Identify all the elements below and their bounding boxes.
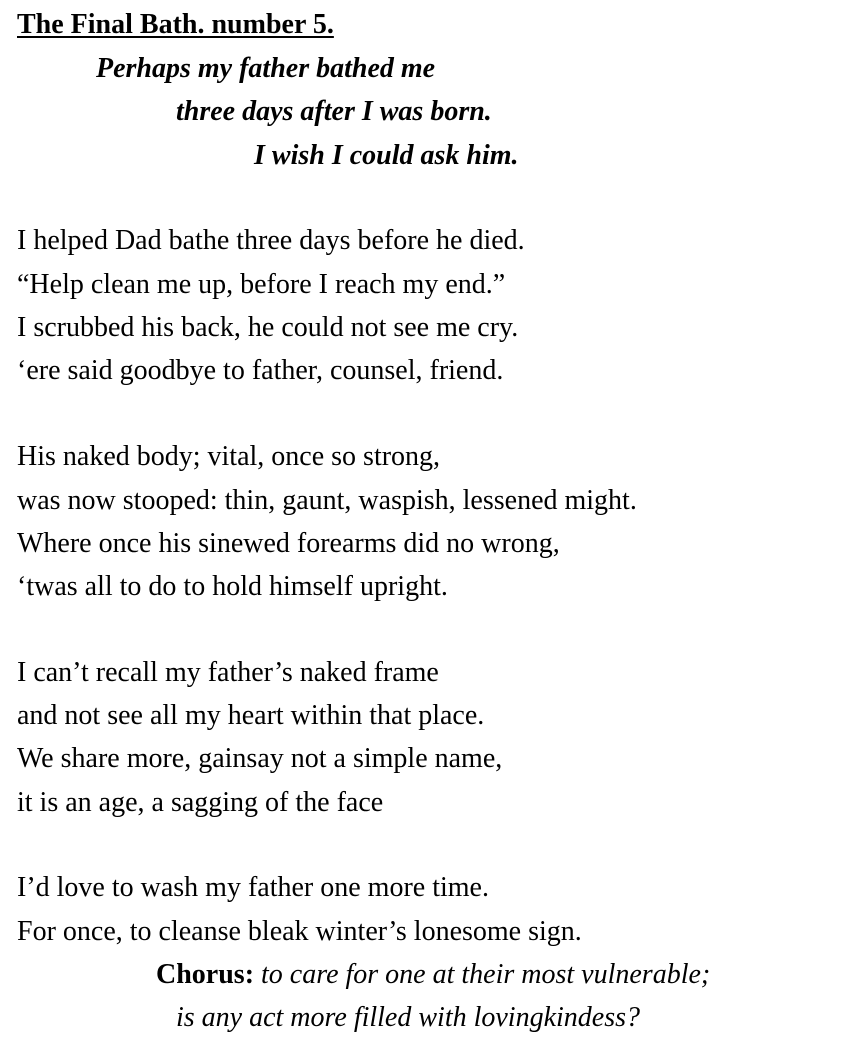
- stanza-3-line-3: We share more, gainsay not a simple name,: [17, 743, 503, 774]
- stanza-2-line-1: His naked body; vital, once so strong,: [17, 441, 441, 472]
- stanza-2-line-4: ‘twas all to do to hold himself upright.: [17, 571, 448, 602]
- chorus-line-1: [156, 958, 710, 992]
- poem-title: The Final Bath. number 5.: [17, 9, 334, 40]
- stanza-3-line-4: it is an age, a sagging of the face: [17, 787, 384, 818]
- stanza-1-line-4: ‘ere said goodbye to father, counsel, friend.: [17, 355, 504, 386]
- stanza-2-line-2: was now stooped: thin, gaunt, waspish, lessened might.: [17, 485, 637, 516]
- epigraph-line-3: I wish I could ask him.: [254, 140, 519, 171]
- stanza-3-line-1: I can’t recall my father’s naked frame: [17, 657, 439, 688]
- stanza-2-line-3: Where once his sinewed forearms did no wrong,: [17, 528, 560, 559]
- stanza-4-line-1: I’d love to wash my father one more time.: [17, 872, 489, 903]
- epigraph-line-1: Perhaps my father bathed me: [96, 53, 436, 84]
- stanza-1-line-2: “Help clean me up, before I reach my end.”: [17, 269, 506, 300]
- chorus-text-1: to care for one at their most vulnerable;: [261, 959, 711, 990]
- epigraph-line-2: three days after I was born.: [176, 96, 492, 127]
- stanza-3-line-2: and not see all my heart within that place.: [17, 700, 485, 731]
- stanza-4-line-2: For once, to cleanse bleak winter’s lonesome sign.: [17, 916, 582, 947]
- stanza-1-line-3: I scrubbed his back, he could not see me cry.: [17, 312, 519, 343]
- chorus-label: Chorus:: [156, 959, 255, 990]
- chorus-line-2: is any act more filled with lovingkindess?: [176, 1002, 641, 1033]
- stanza-1-line-1: I helped Dad bathe three days before he died.: [17, 225, 525, 256]
